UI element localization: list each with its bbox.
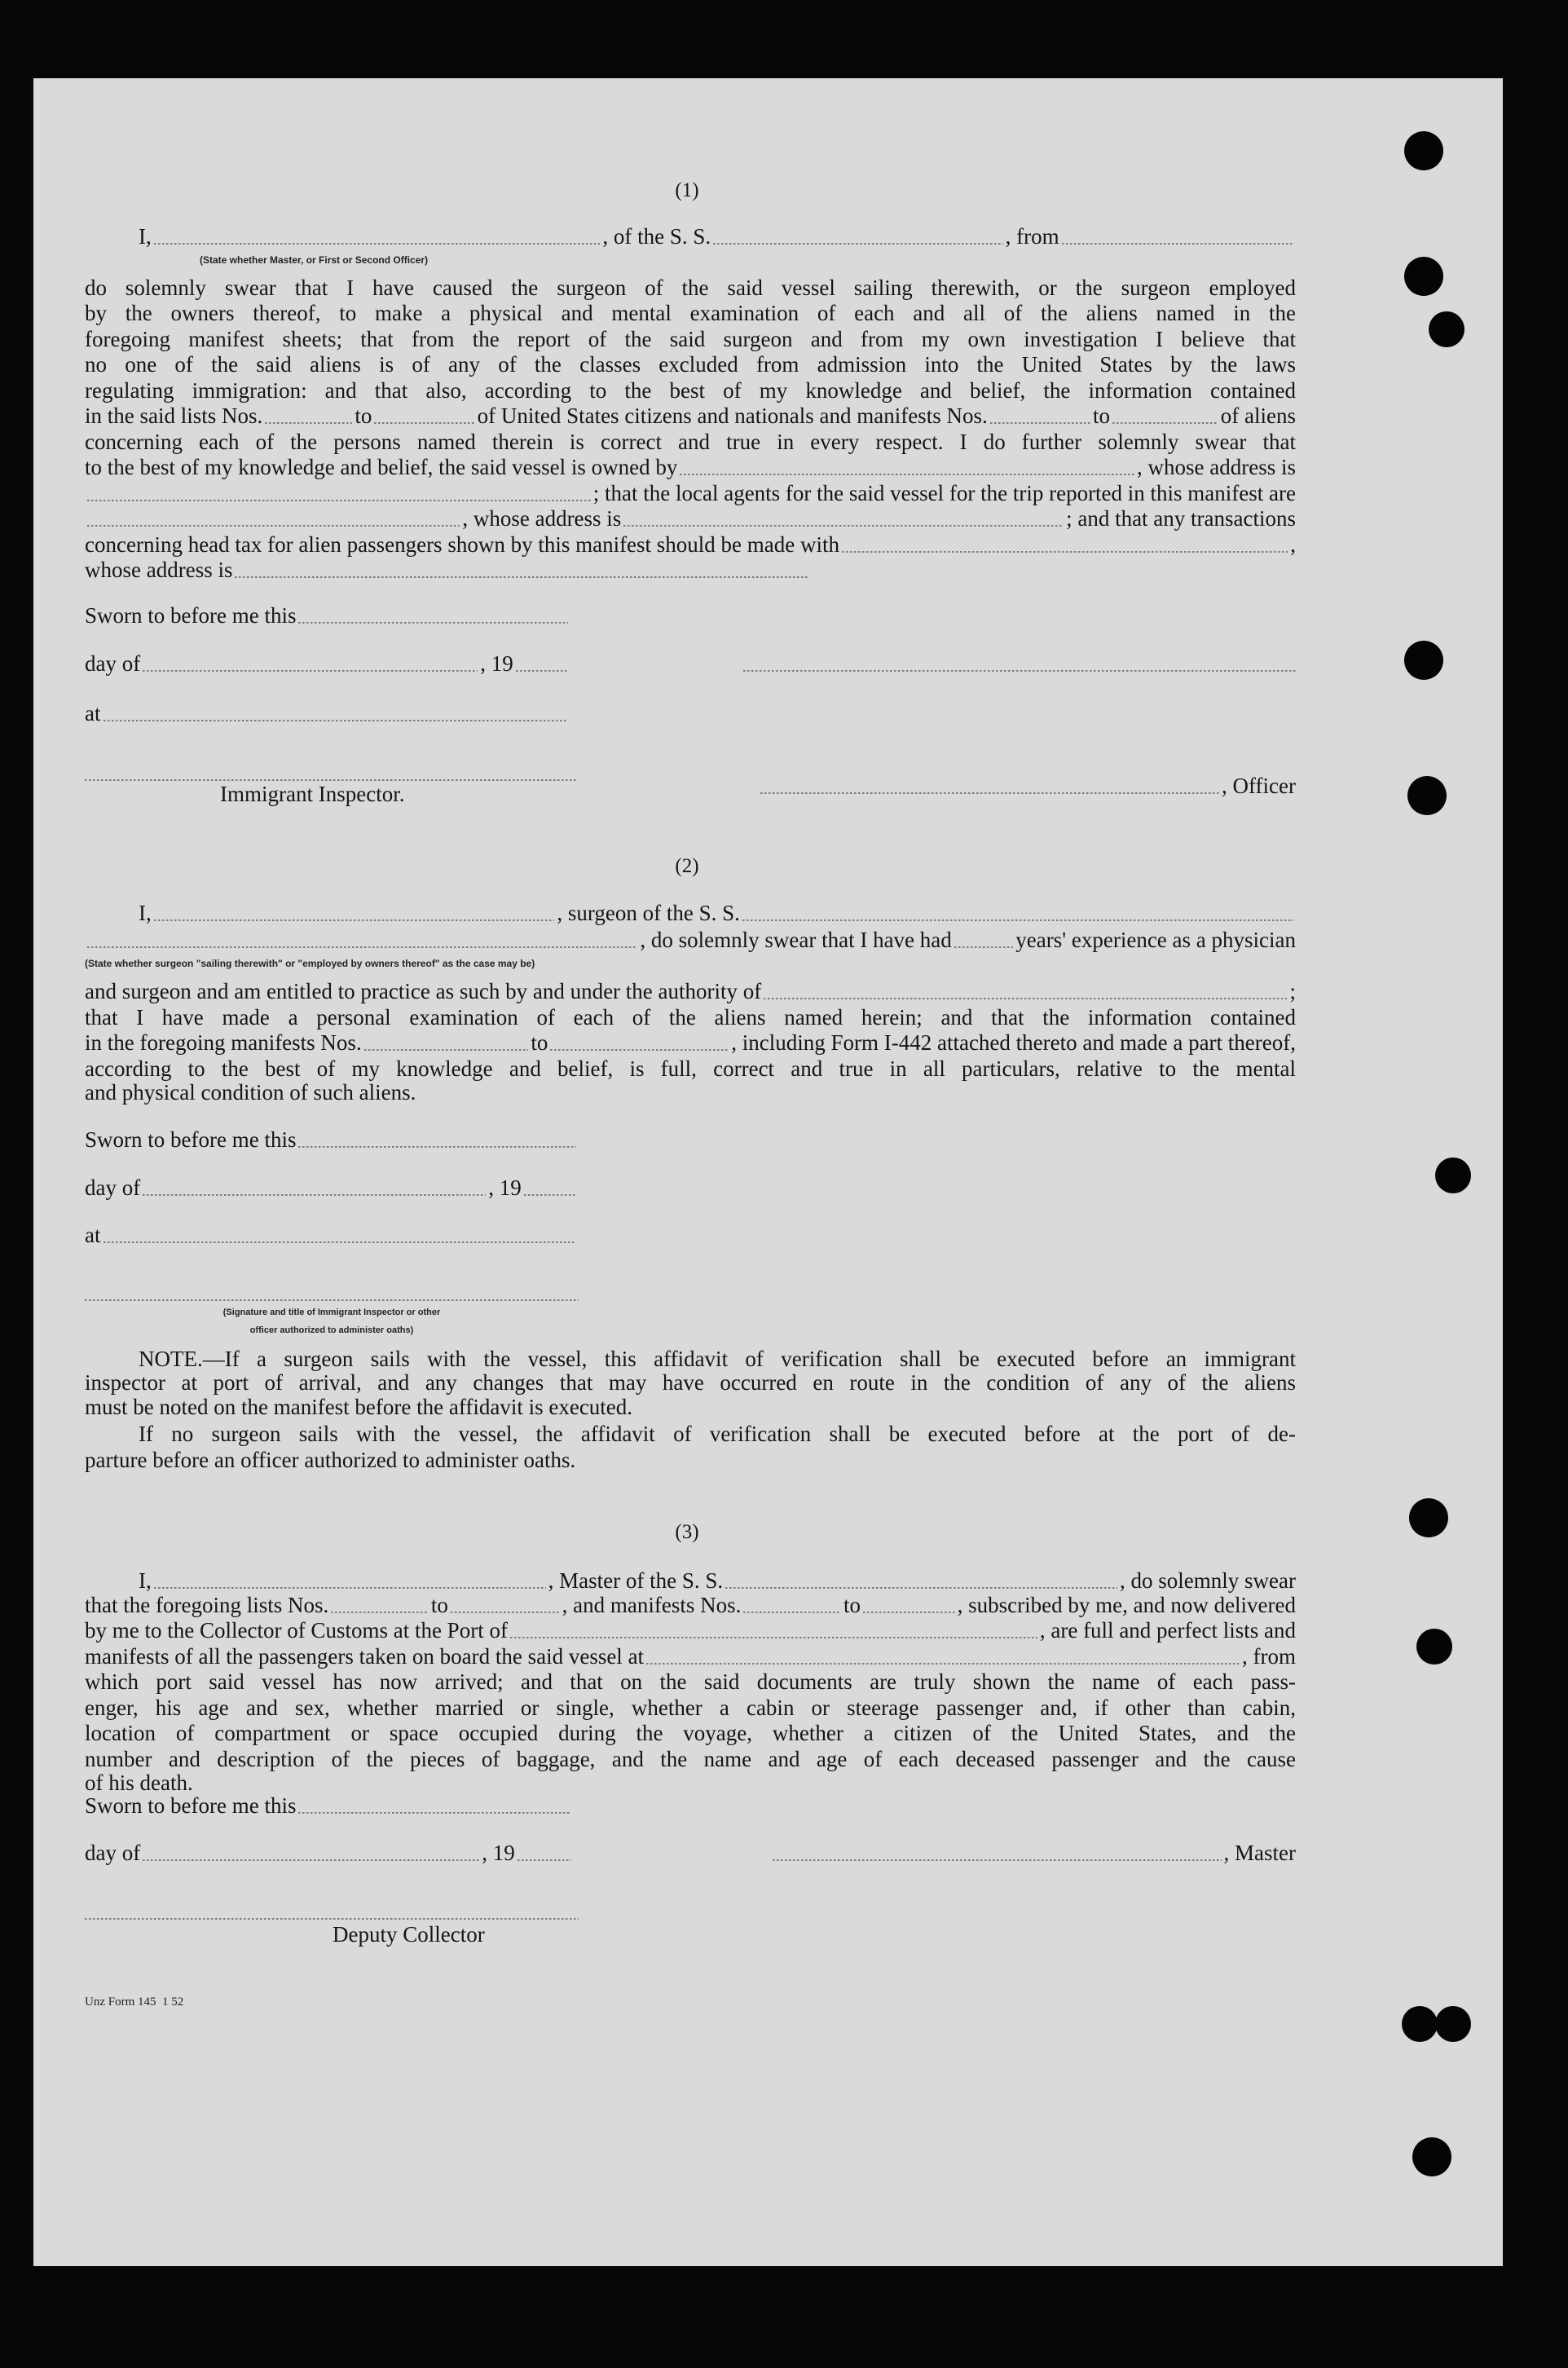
sworn-label: Sworn to before me this	[85, 603, 297, 628]
sworn-label: Sworn to before me this	[85, 1127, 297, 1152]
officer-signature-line	[758, 772, 1296, 800]
year-blank	[524, 1194, 576, 1196]
month-blank	[143, 670, 478, 672]
punch-hole	[1404, 257, 1443, 296]
punch-hole	[1409, 1498, 1448, 1537]
punch-hole	[1435, 1158, 1471, 1193]
place-line	[85, 699, 570, 727]
surgeon-name-blank	[154, 919, 555, 921]
officer-rank-caption: (State whether Master, or First or Second Officer)	[200, 254, 429, 266]
manifest-end-blank	[1112, 422, 1218, 424]
month-blank	[143, 1859, 479, 1861]
surgeon-experience-line	[85, 926, 1296, 954]
list-start-blank	[331, 1612, 429, 1613]
body-text: by me to the Collector of Customs at the Port of	[85, 1618, 508, 1643]
at-label: at	[85, 1223, 101, 1247]
sworn-label: Sworn to before me this	[85, 1793, 297, 1818]
body-line: regulating immigration: and that also, according to the best of my knowledge and belief, the information contained	[85, 378, 1296, 403]
body-line	[85, 1029, 1296, 1056]
body-line	[85, 402, 1296, 430]
punch-hole	[1404, 641, 1443, 680]
list-start-blank	[265, 422, 352, 424]
year-label: , 19	[488, 1175, 522, 1200]
master-vessel-label: , Master of the S. S.	[548, 1568, 724, 1593]
body-text: ;	[1289, 979, 1296, 1003]
body-text: , from	[1242, 1644, 1296, 1669]
month-blank	[143, 1194, 486, 1196]
departure-port-blank	[1062, 243, 1293, 245]
master-title: , Master	[1223, 1841, 1296, 1865]
date-line	[85, 1174, 579, 1202]
head-tax-party-blank	[842, 551, 1288, 553]
body-line	[85, 556, 811, 584]
day-of-label: day of	[85, 1175, 141, 1200]
body-line: of his death.	[85, 1770, 193, 1795]
punch-hole	[1412, 2137, 1451, 2176]
surgeon-oath-line	[139, 899, 1296, 927]
section-2-number: (2)	[675, 855, 699, 877]
head-tax-address-blank	[235, 576, 808, 578]
body-text: , including Form I-442 attached thereto and made a part thereof,	[731, 1030, 1296, 1055]
note-line: If no surgeon sails with the vessel, the affidavit of verification shall be executed before at the port of de-	[139, 1422, 1296, 1446]
vessel-owner-blank	[680, 474, 1134, 475]
manifest-end-blank	[550, 1049, 729, 1051]
body-line: by the owners thereof, to make a physical and mental examination of each and all of the aliens named in the	[85, 301, 1296, 325]
punch-hole	[1407, 776, 1447, 815]
body-line	[85, 453, 1296, 481]
body-text: to	[843, 1593, 861, 1617]
place-blank	[104, 720, 569, 721]
body-line	[85, 1643, 1296, 1670]
day-of-label: day of	[85, 1841, 141, 1865]
body-line	[85, 1616, 1296, 1644]
oath-pronoun: I,	[139, 1568, 152, 1593]
oath-pronoun: I,	[139, 224, 152, 249]
surgeon-status-blank	[87, 946, 637, 948]
vessel-name-blank	[725, 1587, 1117, 1589]
master-oath-line	[139, 223, 1296, 250]
body-line: do solemnly swear that I have caused the surgeon of the said vessel sailing therewith, or the surgeon employed	[85, 276, 1296, 300]
body-text: ; that the local agents for the said vessel for the trip reported in this manifest are	[592, 481, 1296, 505]
owner-address-blank	[87, 500, 591, 501]
body-text: , subscribed by me, and now delivered	[957, 1593, 1297, 1617]
body-line	[85, 505, 1296, 532]
body-text: , do solemnly swear	[1120, 1568, 1297, 1593]
body-line: concerning each of the persons named therein is correct and true in every respect. I do further solemnly swear that	[85, 430, 1296, 454]
section-3-number: (3)	[675, 1521, 699, 1543]
officer-title: , Officer	[1222, 774, 1296, 798]
body-line: that I have made a personal examination of each of the aliens named herein; and that the information contained	[85, 1005, 1296, 1030]
body-text: of aliens	[1220, 403, 1296, 428]
body-text: in the said lists Nos.	[85, 403, 263, 428]
inspector-signature-blank	[85, 1299, 579, 1301]
list-end-blank	[374, 422, 474, 424]
body-line	[85, 531, 1296, 558]
body-line: enger, his age and sex, whether married or single, whether a cabin or steerage passenger and, if other than cabin,	[85, 1696, 1296, 1720]
body-text: , do solemnly swear that I have had	[640, 928, 952, 952]
signature-caption-line-2: officer authorized to administer oaths)	[249, 1325, 414, 1335]
master-name-blank	[154, 1587, 546, 1589]
surgeon-vessel-label: , surgeon of the S. S.	[557, 901, 740, 925]
manifest-start-blank	[990, 422, 1090, 424]
licensing-authority-blank	[764, 998, 1287, 999]
section-1-number: (1)	[675, 179, 699, 201]
collector-title: Deputy Collector	[333, 1922, 485, 1947]
year-label: , 19	[480, 651, 513, 676]
date-line	[85, 650, 570, 677]
sworn-day-blank	[298, 622, 568, 624]
agents-address-blank	[623, 525, 1064, 527]
sworn-day-blank	[298, 1146, 576, 1148]
punch-hole	[1416, 1629, 1452, 1665]
body-line: according to the best of my knowledge and belief, is full, correct and true in all particulars, relative to the mental	[85, 1056, 1296, 1081]
sworn-line	[85, 1126, 579, 1153]
body-text: to the best of my knowledge and belief, the said vessel is owned by	[85, 455, 678, 479]
note-line: must be noted on the manifest before the affidavit is executed.	[85, 1395, 633, 1419]
body-text: , whose address is	[1137, 455, 1296, 479]
body-text: and surgeon and am entitled to practice as such by and under the authority of	[85, 979, 762, 1003]
body-text: concerning head tax for alien passengers shown by this manifest should be made with	[85, 532, 840, 557]
surgeon-status-caption: (State whether surgeon "sailing therewith" or "employed by owners thereof" as the case may be)	[85, 958, 535, 969]
manifest-start-blank	[364, 1049, 529, 1051]
officer-name-blank	[154, 243, 601, 245]
body-text: that the foregoing lists Nos.	[85, 1593, 329, 1617]
year-blank	[516, 670, 568, 672]
body-line	[85, 977, 1296, 1005]
inspector-title: Immigrant Inspector.	[220, 782, 405, 806]
date-line	[85, 1839, 574, 1867]
body-line: foregoing manifest sheets; that from the report of the said surgeon and from my own investigation I believe that	[85, 327, 1296, 351]
body-line: no one of the said aliens is of any of the classes excluded from admission into the United States by the laws	[85, 352, 1296, 377]
body-line	[85, 1591, 1296, 1619]
body-line: location of compartment or space occupied during the voyage, whether a citizen of the United States, and the	[85, 1721, 1296, 1745]
year-label: , 19	[482, 1841, 515, 1865]
local-agents-blank	[87, 525, 460, 527]
list-end-blank	[451, 1612, 560, 1613]
sworn-day-blank	[298, 1812, 571, 1814]
body-text: to	[355, 403, 372, 428]
note-line: inspector at port of arrival, and any changes that may have occurred en route in the condition of any of the aliens	[85, 1370, 1296, 1395]
form-number: Unz Form 145 1 52	[85, 1995, 184, 2009]
master-oath-line	[139, 1567, 1296, 1594]
body-text: ,	[1290, 532, 1296, 557]
vessel-label: , of the S. S.	[602, 224, 711, 249]
body-text: to	[1092, 403, 1110, 428]
punch-hole	[1402, 2006, 1438, 2042]
vessel-name-blank	[742, 919, 1293, 921]
body-line: and physical condition of such aliens.	[85, 1080, 416, 1105]
officer-name-signature-blank	[760, 792, 1219, 794]
year-blank	[518, 1859, 571, 1861]
body-text: to	[531, 1030, 548, 1055]
body-text: , and manifests Nos.	[562, 1593, 742, 1617]
arrival-port-blank	[510, 1637, 1037, 1638]
punch-hole	[1429, 311, 1464, 347]
embarkation-port-blank	[646, 1663, 1240, 1665]
punch-hole	[1404, 131, 1443, 170]
master-signature-blank	[773, 1859, 1222, 1861]
place-line	[85, 1221, 579, 1249]
body-text: , whose address is	[462, 506, 622, 531]
body-text: years' experience as a physician	[1015, 928, 1296, 952]
note-line: parture before an officer authorized to administer oaths.	[85, 1448, 576, 1472]
body-text: whose address is	[85, 558, 233, 582]
sworn-line	[85, 1792, 574, 1819]
oath-pronoun: I,	[139, 901, 152, 925]
body-text: to	[430, 1593, 448, 1617]
day-of-label: day of	[85, 651, 141, 676]
signature-caption-line-1: (Signature and title of Immigrant Inspector or other	[222, 1307, 441, 1317]
at-label: at	[85, 701, 101, 725]
body-text: ; and that any transactions	[1066, 506, 1296, 531]
officer-signature-blank	[743, 670, 1296, 672]
note-line: NOTE.—If a surgeon sails with the vessel, this affidavit of verification shall be executed before an immigrant	[139, 1347, 1296, 1371]
body-text: , are full and perfect lists and	[1039, 1618, 1296, 1643]
vessel-name-blank	[713, 243, 1002, 245]
punch-hole	[1435, 2006, 1471, 2042]
from-port-label: , from	[1005, 224, 1059, 249]
body-text: of United States citizens and nationals and manifests Nos.	[477, 403, 988, 428]
body-line: number and description of the pieces of baggage, and the name and age of each deceased passenger and the cause	[85, 1747, 1296, 1771]
master-signature-line	[770, 1839, 1296, 1867]
years-experience-blank	[954, 946, 1014, 948]
body-line	[85, 479, 1296, 507]
manifest-end-blank	[863, 1612, 955, 1613]
collector-signature-blank	[85, 1918, 579, 1920]
body-line: which port said vessel has now arrived; and that on the said documents are truly shown the name of each pass-	[85, 1669, 1296, 1694]
place-blank	[104, 1241, 577, 1243]
sworn-line	[85, 602, 570, 629]
body-text: in the foregoing manifests Nos.	[85, 1030, 362, 1055]
body-text: manifests of all the passengers taken on board the said vessel at	[85, 1644, 645, 1669]
manifest-start-blank	[743, 1612, 841, 1613]
